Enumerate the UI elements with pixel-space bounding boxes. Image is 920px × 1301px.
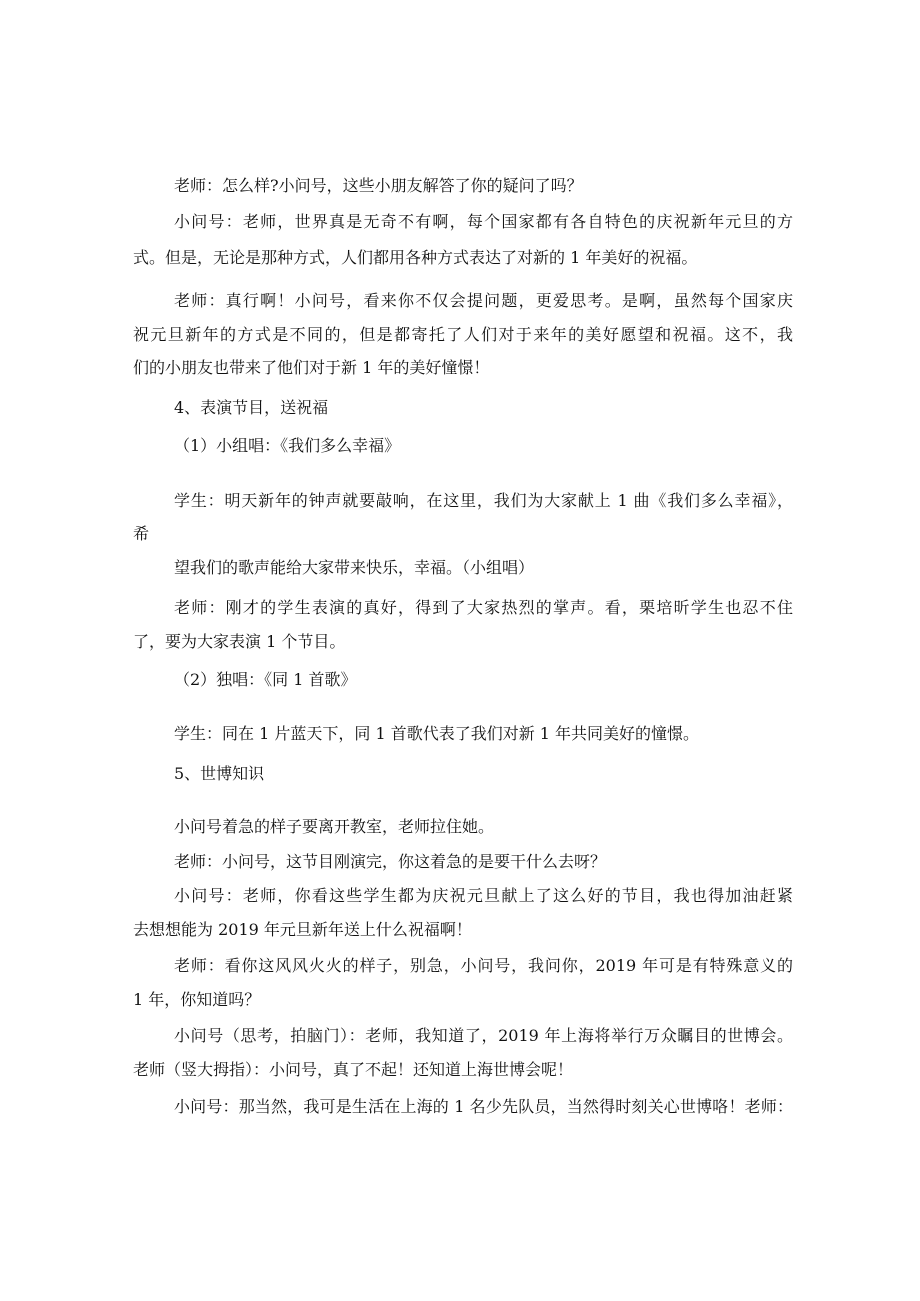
paragraph-line: 老师：看你这风风火火的样子，别急，小问号，我问你，2019 年可是有特殊意义的 (174, 956, 793, 975)
paragraph-line: 老师：怎么样?小问号，这些小朋友解答了你的疑问了吗？ (174, 176, 583, 195)
paragraph-line: 小问号：老师，世界真是无奇不有啊，每个国家都有各自特色的庆祝新年元旦的方 (174, 212, 793, 231)
paragraph-line: 学生：明天新年的钟声就要敲响，在这里，我们为大家献上 1 曲《我们多么幸福》， (174, 491, 793, 510)
paragraph-line: 望我们的歌声能给大家带来快乐，幸福。（小组唱） (174, 558, 535, 577)
paragraph-line: 老师（竖大拇指）：小问号，真了不起！还知道上海世博会呢！ (133, 1060, 574, 1079)
paragraph-line: 老师：小问号，这节目刚演完，你这着急的是要干什么去呀？ (174, 852, 607, 871)
paragraph-line: 小问号着急的样子要离开教室，老师拉住她。 (174, 817, 495, 836)
paragraph-line: 希 (133, 524, 150, 543)
paragraph-line: 小问号：老师，你看这些学生都为庆祝元旦献上了这么好的节目，我也得加油赶紧 (174, 886, 793, 905)
paragraph-line: 小问号（思考，拍脑门）：老师，我知道了，2019 年上海将举行万众瞩目的世博会。 (174, 1026, 793, 1045)
section-heading: 5、世博知识 (174, 764, 265, 783)
section-heading: 4、表演节目，送祝福 (174, 398, 329, 417)
sub-heading: （1）小组唱：《我们多么幸福》 (174, 436, 401, 455)
paragraph-line: 们的小朋友也带来了他们对于新 1 年的美好憧憬！ (133, 358, 490, 377)
sub-heading: （2）独唱：《同 1 首歌》 (174, 670, 357, 689)
paragraph-line: 老师：真行啊！小问号，看来你不仅会提问题，更爱思考。是啊，虽然每个国家庆 (174, 291, 793, 310)
paragraph-line: 1 年，你知道吗？ (133, 990, 261, 1009)
paragraph-line: 祝元旦新年的方式是不同的，但是都寄托了人们对于来年的美好愿望和祝福。这不，我 (133, 325, 793, 344)
paragraph-line: 了，要为大家表演 1 个节目。 (133, 632, 346, 651)
paragraph-line: 老师：刚才的学生表演的真好，得到了大家热烈的掌声。看，栗培昕学生也忍不住 (174, 598, 793, 617)
paragraph-line: 式。但是，无论是那种方式，人们都用各种方式表达了对新的 1 年美好的祝福。 (133, 248, 698, 267)
paragraph-line: 去想想能为 2019 年元旦新年送上什么祝福啊！ (133, 920, 472, 939)
paragraph-line: 学生：同在 1 片蓝天下，同 1 首歌代表了我们对新 1 年共同美好的憧憬。 (174, 724, 700, 743)
paragraph-line: 小问号：那当然，我可是生活在上海的 1 名少先队员，当然得时刻关心世博咯！老师： (174, 1097, 793, 1116)
